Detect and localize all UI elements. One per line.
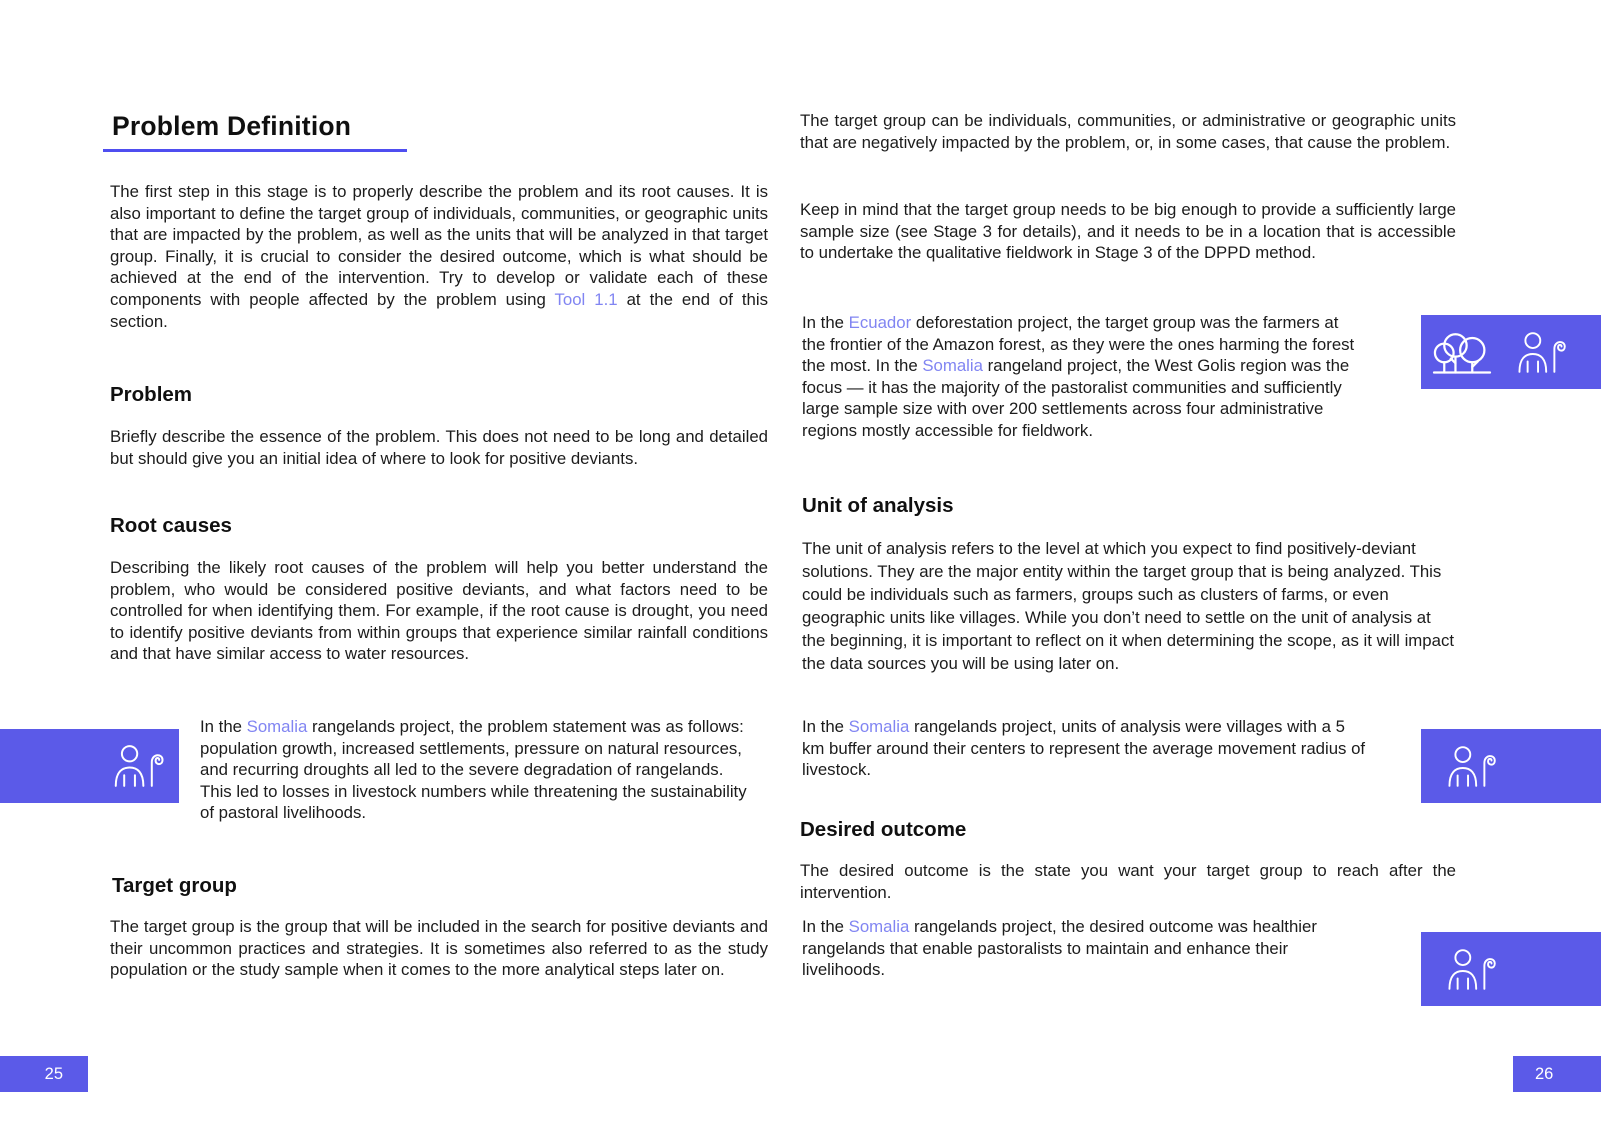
intro-paragraph <box>110 181 768 332</box>
page-number-25-badge: 25 <box>0 1056 88 1092</box>
page-title: Problem Definition <box>112 111 352 141</box>
somalia-outcome-callout-text <box>802 916 1358 981</box>
somalia-link[interactable]: Somalia <box>922 356 983 376</box>
target-group-def-paragraph: The target group can be individuals, communities, or administrative or geographic units that are negatively impacted by the problem, or, in some cases, that cause the problem. <box>800 111 1456 152</box>
callout-text-mid: deforestation project, the target group was the farmers at the frontier of the Amazon forest, as they were the ones harming the forest the most. In the <box>802 313 1355 376</box>
heading-unit-of-analysis: Unit of analysis <box>802 494 954 517</box>
callout-text-end: rangelands project, the problem statement was as follows: population growth, increased settlements, pressure on natural resources, and recurring droughts all led to the severe degradation of rangelands. This led to losses in livestock numbers while threatening the sustainability of pastoral livelihoods. <box>200 717 747 823</box>
desired-outcome-paragraph: The desired outcome is the state you want your target group to reach after the intervention. <box>800 861 1456 902</box>
ecuador-link[interactable]: Ecuador <box>848 313 912 332</box>
somalia-problem-callout-text <box>200 716 752 824</box>
unit-of-analysis-paragraph: The unit of analysis refers to the level at which you expect to find positively-deviant solutions. They are the major entity within the target group that is being analyzed. This could be individuals such as farmers, groups such as clusters of farms, or even geographic units like villages. While you don’t need to settle on the unit of analysis at the beginning, it is important to reflect on it when determining the scope, as it will impact the data sources you will be using later on. <box>802 539 1455 673</box>
somalia-link[interactable]: Somalia <box>848 917 910 936</box>
intro-text: The first step in this stage is to properly describe the problem and its root causes. It is also important to define the target group of individuals, communities, or geographic units that are impacted by the problem, as well as the units that will be analyzed in that target group. Finally, it is crucial to consider the desired outcome, which is what should be achieved at the end of the intervention. Try to develop or validate each of these components with people affected by the problem using <box>110 182 768 309</box>
callout-text: In the <box>802 313 849 332</box>
somalia-problem-callout-box <box>0 729 179 803</box>
callout-text-end: rangeland project, the West Golis region was the focus — it has the majority of the pastoralist communities and sufficiently large sample size with over 200 settlements across four administrative regions mostly accessible for fieldwork. <box>802 356 1350 440</box>
target-group-paragraph: The target group is the group that will be included in the search for positive deviants and their uncommon practices and strategies. It is sometimes also referred to as the study population or the study sample when it comes to the more analytical steps later on. <box>110 917 768 980</box>
heading-problem: Problem <box>110 383 193 406</box>
somalia-unit-callout-text <box>802 716 1370 781</box>
somalia-link[interactable]: Somalia <box>848 717 910 736</box>
somalia-link[interactable]: Somalia <box>246 717 308 736</box>
heading-desired-outcome: Desired outcome <box>800 818 967 841</box>
tool-1-1-link[interactable]: Tool 1.1 <box>554 289 618 309</box>
ecuador-callout-text <box>802 312 1358 442</box>
somalia-unit-callout-box <box>1421 729 1601 803</box>
intro-text-end: at the end of this section. <box>110 289 768 331</box>
pastoralist-with-staff-icon <box>1445 947 1497 992</box>
problem-paragraph: Briefly describe the essence of the problem. This does not need to be long and detailed but should give you an initial idea of where to look for positive deviants. <box>110 427 768 468</box>
heading-target-group: Target group <box>112 874 237 897</box>
pastoralist-with-staff-icon <box>1445 744 1497 789</box>
callout-text: In the <box>200 717 247 736</box>
page-number-26-badge: 26 <box>1513 1056 1601 1092</box>
ecuador-callout-box <box>1421 315 1601 389</box>
callout-text-end: rangelands project, the desired outcome was healthier rangelands that enable pastoralists to maintain and enhance their livelihoods. <box>802 917 1317 980</box>
title-underline <box>103 149 407 152</box>
somalia-outcome-callout-box <box>1421 932 1601 1006</box>
pastoralist-with-staff-icon <box>1515 330 1567 375</box>
sample-size-paragraph: Keep in mind that the target group needs to be big enough to provide a sufficiently large sample size (see Stage 3 for details), and it needs to be in a location that is accessible to undertake the qualitative fieldwork in Stage 3 of the DPPD method. <box>800 200 1456 263</box>
forest-trees-icon <box>1429 324 1495 380</box>
callout-text-end: rangelands project, units of analysis were villages with a 5 km buffer around their centers to represent the average movement radius of livestock. <box>802 717 1366 780</box>
callout-text: In the <box>802 917 849 936</box>
pastoralist-with-staff-icon <box>111 743 165 789</box>
heading-root-causes: Root causes <box>110 514 232 537</box>
root-causes-paragraph: Describing the likely root causes of the problem will help you better understand the problem, who would be considered positive deviants, and what factors need to be controlled for when identifying them. For example, if the root cause is drought, you need to identify positive deviants from within groups that experience similar rainfall conditions and that have similar access to water resources. <box>110 558 768 664</box>
callout-text: In the <box>802 717 849 736</box>
